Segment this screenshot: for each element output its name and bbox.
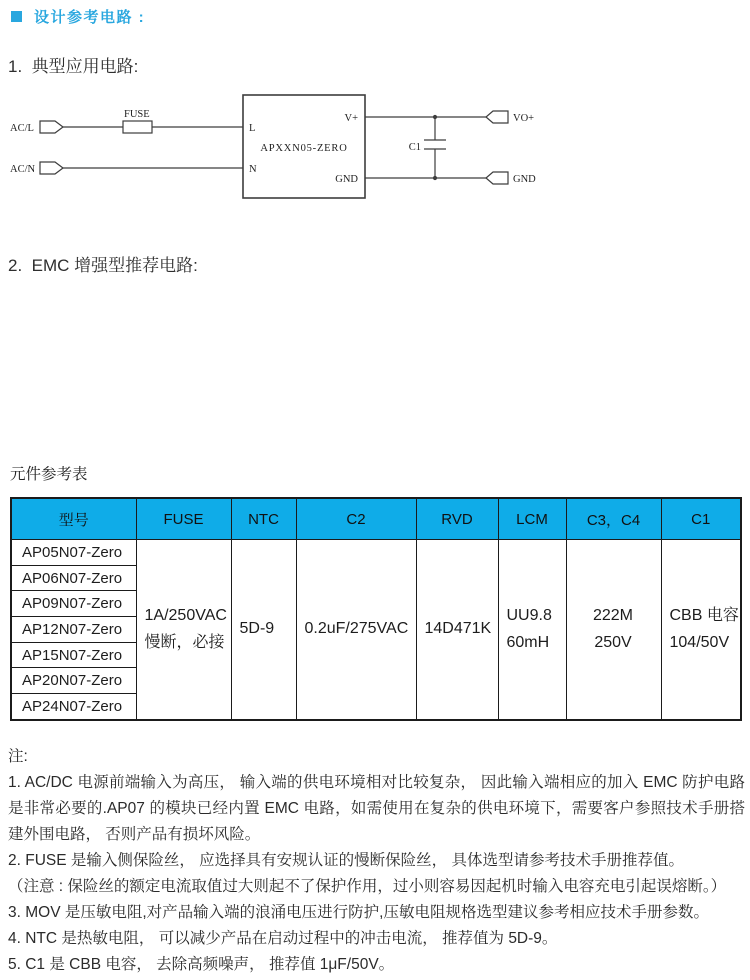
label-c1: C1 <box>613 350 626 361</box>
note-item: 5. C1 是 CBB 电容， 去除高频噪声， 推荐值 1μF/50V。 <box>8 956 395 973</box>
label-pe: PE <box>14 432 27 443</box>
lcm-spec-cell <box>498 540 566 720</box>
spec-line: 104/50V <box>669 634 730 652</box>
junction-dot <box>433 115 437 119</box>
model-cell: AP24N07-Zero <box>11 694 136 720</box>
terminal-ac-n <box>40 162 63 174</box>
note-item: 2. FUSE 是输入侧保险丝， 应选择具有安规认证的慢断保险丝， 具体选型请参考技术手册推荐值。 <box>8 852 684 869</box>
label-c3: C3 <box>350 401 363 412</box>
table-header-cell: NTC <box>231 498 296 540</box>
label-pin-n: N <box>446 371 454 382</box>
table-header-cell: C1 <box>661 498 741 540</box>
rvd-spec-cell: 14D471K <box>416 540 498 720</box>
spec-line: 250V <box>594 634 632 652</box>
capacitor-c2-symbol <box>259 347 281 354</box>
emc-enhanced-circuit-diagram <box>0 295 750 455</box>
ntc-spec-cell: 5D-9 <box>231 540 296 720</box>
spec-line: 慢断，必接 <box>144 634 225 652</box>
terminal-ac-n <box>40 369 63 381</box>
section-heading-emc-circuit: 2. EMC 增强型推荐电路: <box>8 256 198 275</box>
model-cell: AP12N07-Zero <box>11 617 136 643</box>
notes-section <box>8 744 745 978</box>
spec-line: 222M <box>592 607 634 625</box>
fuse-symbol <box>123 121 152 133</box>
junction-dot <box>433 176 437 180</box>
table-header-cell: RVD <box>416 498 498 540</box>
model-cell: AP06N07-Zero <box>11 565 136 591</box>
label-c1: C1 <box>408 142 421 153</box>
capacitor-c4-symbol <box>397 400 419 409</box>
table-caption: 元件参考表 <box>10 466 88 483</box>
spec-line: 1A/250VAC <box>144 607 227 625</box>
label-pin-n: N <box>249 164 257 175</box>
label-pin-vplus: V+ <box>344 113 358 124</box>
terminal-gnd <box>692 381 715 393</box>
notes-title: 注: <box>8 748 28 765</box>
label-c2: C2 <box>245 349 258 360</box>
common-mode-choke-lcm-symbol <box>305 332 351 375</box>
page-title: 设计参考电路 : <box>34 9 146 26</box>
terminal-ac-l <box>40 121 63 133</box>
model-cell: AP09N07-Zero <box>11 591 136 617</box>
label-vo-plus: VO+ <box>513 113 535 124</box>
label-module-name: APXXN05-ZERO1 <box>456 350 550 361</box>
section-heading-typical-circuit: 1. 典型应用电路: <box>8 57 139 76</box>
label-rvd: RVD <box>218 345 229 367</box>
label-gnd: GND <box>513 174 536 185</box>
terminal-pe <box>40 431 63 443</box>
note-item: 1. AC/DC 电源前端输入为高压， 输入端的供电环境相对比较复杂， 因此输入端相应的加入 EMC 防护电路是非常必要的.AP07 的模块已经内置 EMC 电路，如需使用在复杂的供电环境下，需要客户参照技术手册搭建外围电路， 否则产品有损坏风险。 <box>8 774 745 843</box>
label-ac-n: AC/N <box>10 370 36 381</box>
c3c4-spec-cell <box>566 540 661 720</box>
label-gnd: GND <box>720 383 743 394</box>
table-row <box>11 540 741 566</box>
section-bullet-icon <box>11 11 22 22</box>
label-c4: C4 <box>383 401 396 412</box>
fuse-symbol <box>88 326 123 338</box>
label-ac-l: AC/L <box>10 123 34 134</box>
table-header-cell: FUSE <box>136 498 231 540</box>
component-reference-table <box>10 497 742 721</box>
label-lcm: LCM <box>316 320 340 331</box>
terminal-vo-plus <box>692 317 715 329</box>
capacitor-c1-symbol <box>630 347 652 356</box>
label-pin-l: L <box>446 328 453 339</box>
spec-line: CBB 电容 <box>669 607 739 625</box>
label-pin-vplus: V+ <box>546 319 560 330</box>
label-module-name: APXXN05-ZERO <box>260 143 348 154</box>
label-pin-gnd: GND <box>335 174 358 185</box>
label-vo-plus: VO+ <box>720 319 742 330</box>
terminal-gnd <box>486 172 508 184</box>
note-item: 4. NTC 是热敏电阻， 可以减少产品在启动过程中的冲击电流， 推荐值为 5D-9。 <box>8 930 558 947</box>
note-item: 3. MOV 是压敏电阻,对产品输入端的浪涌电压进行防护,压敏电阻规格选型建议参考相应技术手册参数。 <box>8 904 709 921</box>
model-cell: AP15N07-Zero <box>11 642 136 668</box>
capacitor-c1-symbol <box>424 140 446 149</box>
label-ac-l: AC/L <box>10 327 34 338</box>
label-ntc: NTC <box>179 308 200 319</box>
label-fuse: FUSE <box>90 314 116 325</box>
wires <box>63 323 692 437</box>
fuse-spec-cell <box>136 540 231 720</box>
table-header-cell: 型号 <box>11 498 136 540</box>
typical-application-circuit-diagram <box>0 88 560 216</box>
table-header-row <box>11 498 741 540</box>
c1-spec-cell <box>661 540 741 720</box>
label-pin-gnd: GND <box>537 383 560 394</box>
table-header-cell: C3，C4 <box>566 498 661 540</box>
label-ac-n: AC/N <box>10 164 36 175</box>
table-header-cell: C2 <box>296 498 416 540</box>
terminal-vo-plus <box>486 111 508 123</box>
c2-spec-cell: 0.2uF/275VAC <box>296 540 416 720</box>
label-fuse: FUSE <box>124 109 150 120</box>
note-item: （注意 : 保险丝的额定电流取值过大则起不了保护作用，过小则容易因起机时输入电容充电引起误熔断。） <box>8 878 727 895</box>
table-header-cell: LCM <box>498 498 566 540</box>
terminal-ac-l <box>40 326 63 338</box>
spec-line: 60mH <box>506 634 550 652</box>
model-cell: AP20N07-Zero <box>11 668 136 694</box>
label-pin-l: L <box>249 123 256 134</box>
model-cell: AP05N07-Zero <box>11 540 136 566</box>
spec-line: UU9.8 <box>506 607 552 625</box>
